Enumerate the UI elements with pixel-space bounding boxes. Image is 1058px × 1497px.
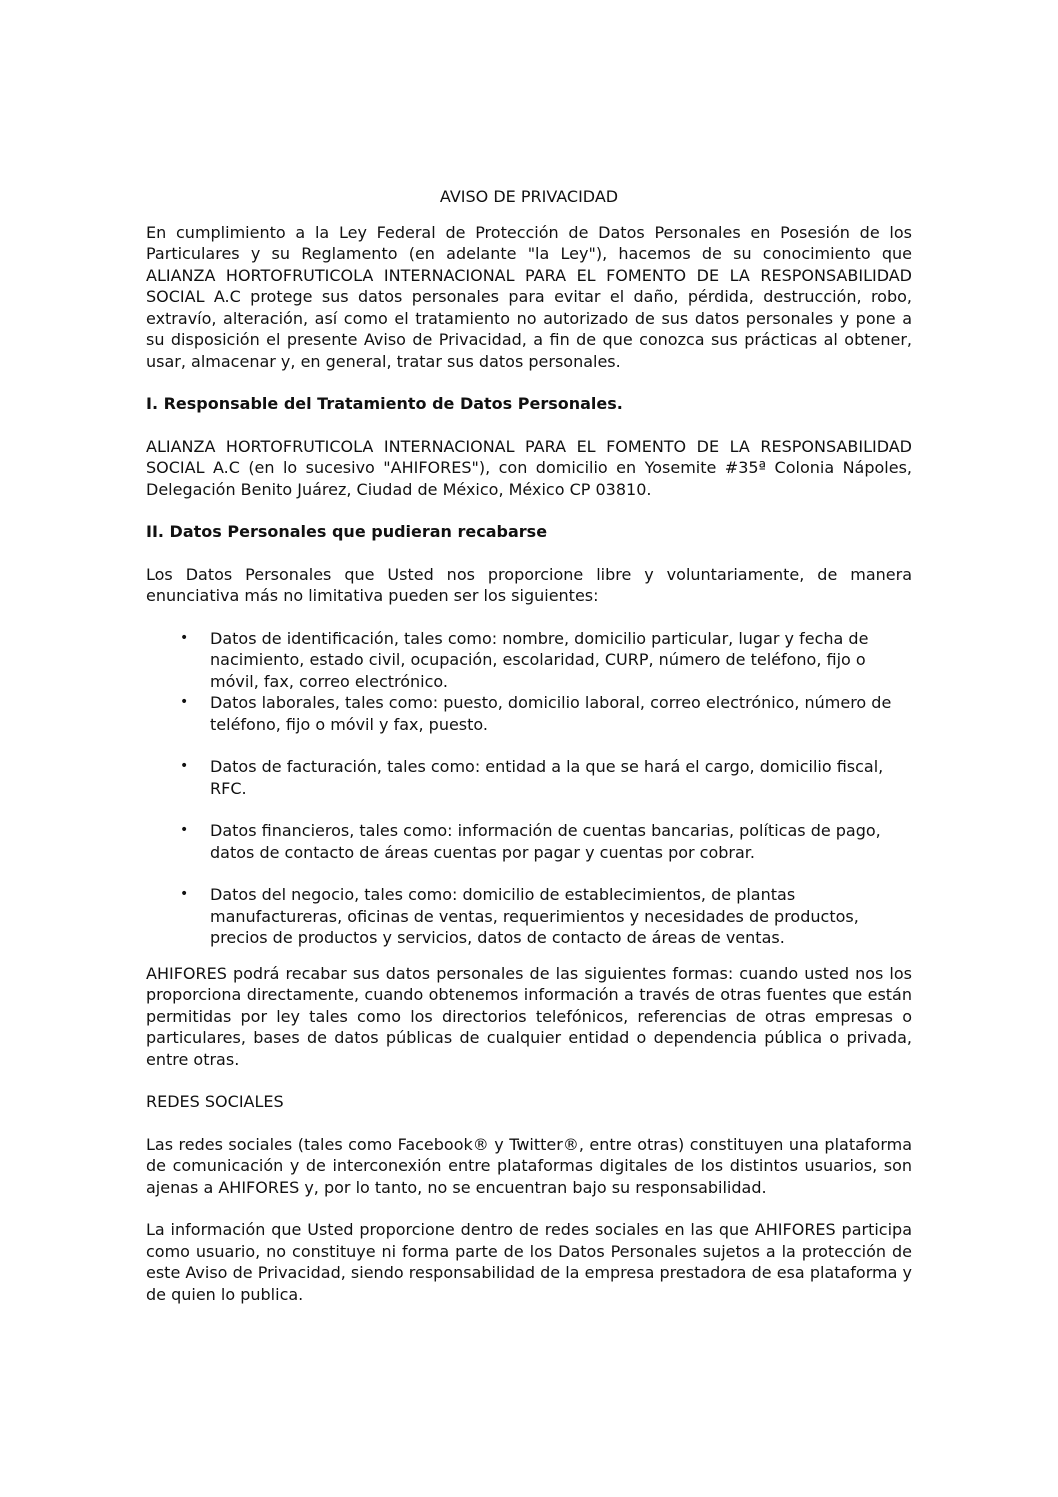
datos-intro-paragraph: Los Datos Personales que Usted nos proporcione libre y voluntariamente, de manera enunciativa más no limitativa pueden ser los siguientes: <box>146 564 912 605</box>
document-title: AVISO DE PRIVACIDAD <box>439 187 619 206</box>
list-item <box>146 884 912 949</box>
section-heading-responsable: I. Responsable del Tratamiento de Datos Personales. <box>146 394 623 413</box>
list-item <box>146 692 912 735</box>
formas-recabar-paragraph: AHIFORES podrá recabar sus datos personales de las siguientes formas: cuando usted nos los proporciona directamente, cuando obtenemos información a través de otras fuentes que están permitidas por ley tales como los directorios telefónicos, referencias de otras empresas o particulares, bases de datos públicas de cualquier entidad o dependencia pública o privada, entre otras. <box>146 963 912 1069</box>
list-item-text: Datos de facturación, tales como: entidad a la que se hará el cargo, domicilio fiscal, RFC. <box>210 757 884 798</box>
list-item <box>146 628 912 693</box>
redes-sociales-paragraph-1: Las redes sociales (tales como Facebook® y Twitter®, entre otras) constituyen una plataforma de comunicación y de interconexión entre plataformas digitales de los distintos usuarios, son ajenas a AHIFORES y, por lo tanto, no se encuentran bajo su responsabilidad. <box>146 1134 912 1197</box>
document-content <box>146 186 912 1326</box>
bullet-icon: • <box>180 694 189 710</box>
datos-list <box>146 628 912 949</box>
list-item-text: Datos del negocio, tales como: domicilio de establecimientos, de plantas manufactureras, oficinas de ventas, requerimientos y necesidades de productos, precios de productos y servicios, datos de contacto de áreas de ventas. <box>210 885 859 947</box>
section-heading-datos-personales: II. Datos Personales que pudieran recabarse <box>146 522 548 541</box>
list-item-text: Datos financieros, tales como: información de cuentas bancarias, políticas de pago, datos de contacto de áreas cuentas por pagar y cuentas por cobrar. <box>210 821 881 862</box>
redes-sociales-paragraph-2: La información que Usted proporcione dentro de redes sociales en las que AHIFORES participa como usuario, no constituye ni forma parte de los Datos Personales sujetos a la protección de este Aviso de Privacidad, siendo responsabilidad de la empresa prestadora de esa plataforma y de quien lo publica. <box>146 1220 912 1304</box>
intro-paragraph: En cumplimiento a la Ley Federal de Protección de Datos Personales en Posesión de los Particulares y su Reglamento (en adelante "la Ley"), hacemos de su conocimiento que ALIANZA HORTOFRUTICOLA INTERNACIONAL PARA EL FOMENTO DE LA RESPONSABILIDAD SOCIAL A.C protege sus datos personales para evitar el daño, pérdida, destrucción, robo, extravío, alteración, así como el tratamiento no autorizado de sus datos personales y pone a su disposición el presente Aviso de Privacidad, a fin de que conozca sus prácticas al obtener, usar, almacenar y, en general, tratar sus datos personales. <box>146 222 912 371</box>
bullet-icon: • <box>180 629 189 646</box>
bullet-icon: • <box>180 758 189 774</box>
list-item <box>146 820 912 863</box>
bullet-icon: • <box>180 886 189 902</box>
list-item <box>146 756 912 799</box>
responsable-paragraph: ALIANZA HORTOFRUTICOLA INTERNACIONAL PARA EL FOMENTO DE LA RESPONSABILIDAD SOCIAL A.C (en lo sucesivo "AHIFORES"), con domicilio en Yosemite #35ª Colonia Nápoles, Delegación Benito Juárez, Ciudad de México, México CP 03810. <box>146 436 912 499</box>
list-item-text: Datos laborales, tales como: puesto, domicilio laboral, correo electrónico, número de teléfono, fijo o móvil y fax, puesto. <box>210 693 892 734</box>
list-item-text: Datos de identificación, tales como: nombre, domicilio particular, lugar y fecha de nacimiento, estado civil, ocupación, escolaridad, CURP, número de teléfono, fijo o móvil, fax, correo electrónico. <box>210 628 869 691</box>
section-heading-redes-sociales: REDES SOCIALES <box>146 1092 284 1111</box>
bullet-icon: • <box>180 822 189 838</box>
